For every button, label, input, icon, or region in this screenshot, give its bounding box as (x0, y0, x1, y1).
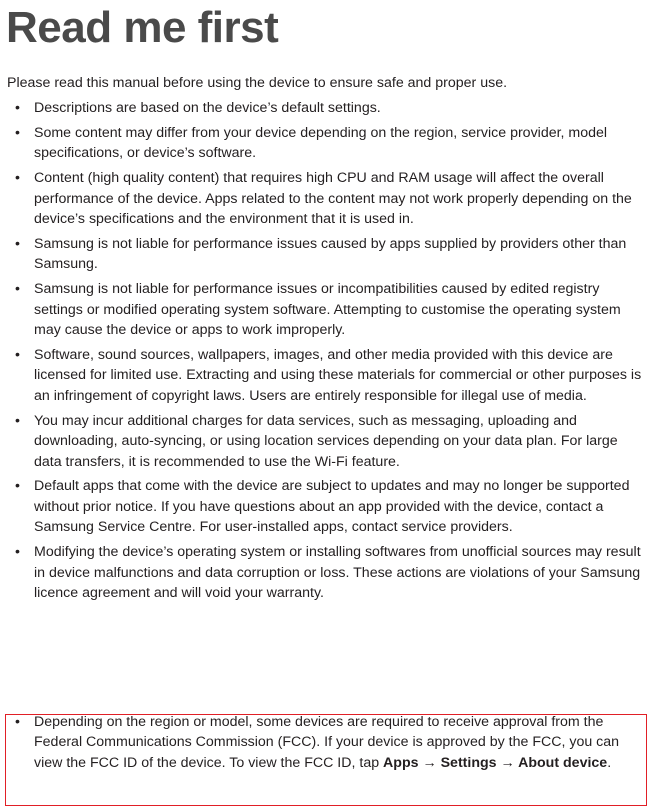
list-item (0, 98, 651, 118)
red-highlight-frame (5, 714, 647, 806)
list-item (0, 345, 651, 406)
bullet-icon: • (15, 281, 20, 298)
list-item-text: Samsung is not liable for performance issues caused by apps supplied by providers other than Samsung. (34, 235, 627, 273)
bullet-icon: • (15, 412, 20, 429)
bullet-icon: • (15, 235, 20, 252)
bullet-list (0, 98, 651, 771)
bullet-icon: • (15, 346, 20, 363)
fcc-item-text: Depending on the region or model, some devices are required to receive approval from the Federal Communications Commission (FCC). If your device is approved by the FCC, you can view the FCC ID of the device. To view the FCC ID, tap (34, 714, 620, 771)
list-item (0, 234, 651, 275)
bullet-icon: • (15, 714, 20, 730)
list-item (0, 279, 651, 340)
list-item-text: Default apps that come with the device are subject to updates and may no longer be supported without prior notice. If you have questions about an app provided with the device, contact a Samsung Service Centre. For user-installed apps, contact service providers. (34, 478, 630, 536)
list-item-text: Some content may differ from your device depending on the region, service provider, model specifications, or device’s software. (34, 124, 608, 162)
list-item-text: Modifying the device’s operating system or installing softwares from unofficial sources may result in device malfunctions and data corruption or loss. These actions are violations of your Samsung licence agreement and will void your warranty. (34, 544, 641, 601)
list-item-text: Content (high quality content) that requires high CPU and RAM usage will affect the overall performance of the device. Apps related to the content may not work properly depending on the device’s specifications and the environment that it is used in. (34, 170, 632, 228)
bullet-icon: • (15, 124, 20, 141)
bullet-icon: • (15, 170, 20, 187)
bullet-icon: • (15, 100, 20, 116)
settings-menu-path: Apps → Settings → About device (383, 754, 608, 771)
list-item (0, 168, 651, 229)
list-item (0, 542, 651, 603)
list-item-text: You may incur additional charges for data services, such as messaging, uploading and downloading, auto-syncing, or using location services depending on your data plan. For large data transfers, it is recommended to use the Wi-Fi feature. (34, 412, 618, 470)
list-item (0, 476, 651, 537)
bullet-icon: • (15, 544, 20, 561)
fcc-item-end: . (607, 754, 612, 771)
list-item-text: Samsung is not liable for performance issues or incompatibilities caused by edited registry settings or modified operating system software. Attempting to customise the operating system may cause the device or apps to work improperly. (34, 281, 621, 339)
list-item (0, 123, 651, 164)
bullet-icon: • (15, 478, 20, 495)
intro-paragraph: Please read this manual before using the device to ensure safe and proper use. (7, 75, 508, 91)
list-item (0, 411, 651, 472)
list-item-text: Descriptions are based on the device’s default settings. (34, 100, 381, 116)
page-title: Read me first (6, 3, 279, 52)
list-item-text: Software, sound sources, wallpapers, images, and other media provided with this device are licensed for limited use. Extracting and using these materials for commercial or other purposes is an infringement of copyright laws. Users are entirely responsible for illegal use of media. (34, 346, 642, 404)
